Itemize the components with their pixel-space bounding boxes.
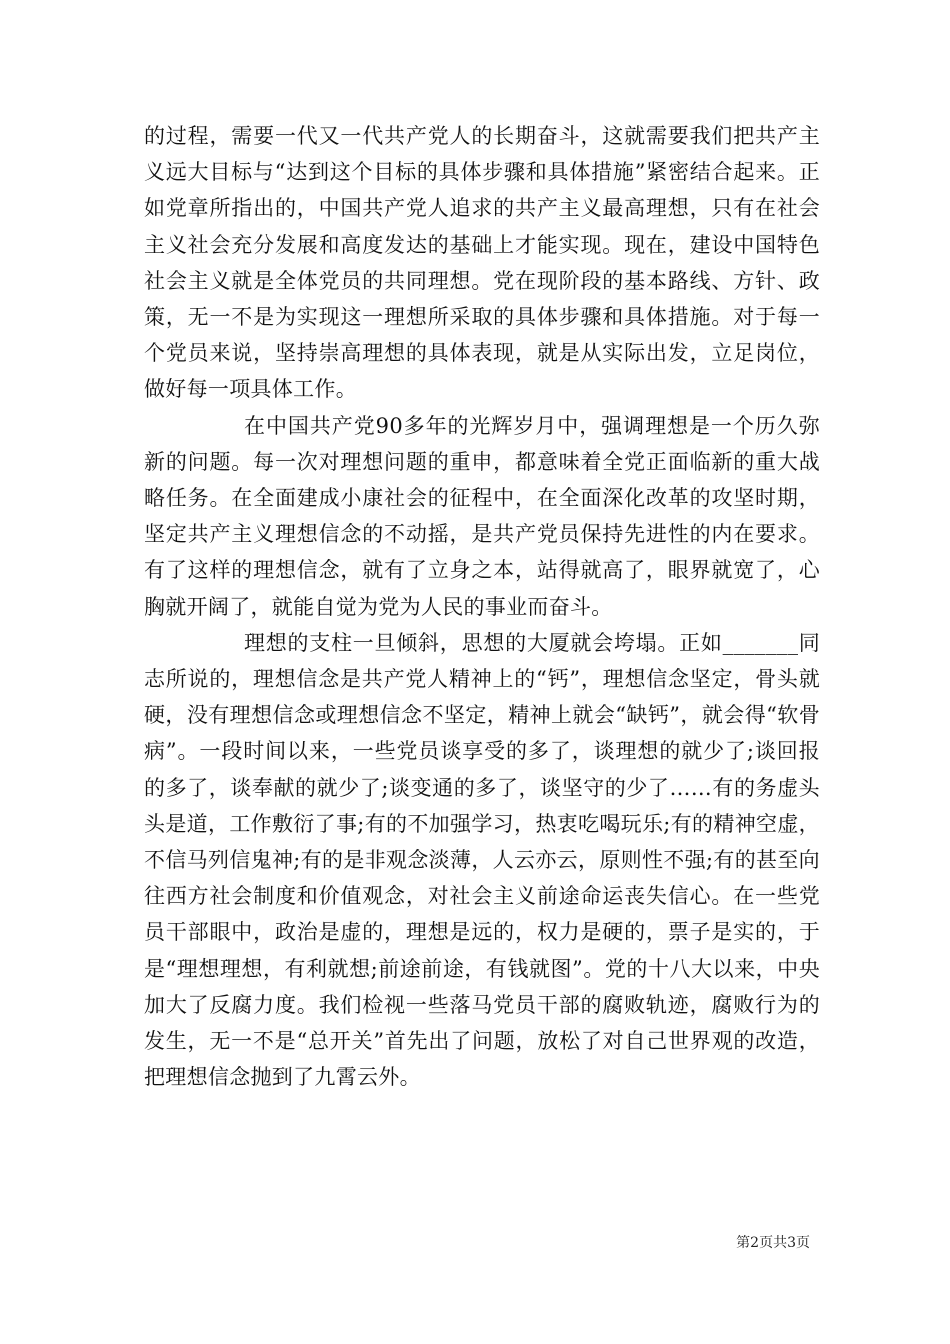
paragraph-1: 的过程，需要一代又一代共产党人的长期奋斗，这就需要我们把共产主义远大目标与“达到这个目标的具体步骤和具体措施”紧密结合起来。正如党章所指出的，中国共产党人追求的共产主义最高理想，只有在社会主义社会充分发展和高度发达的基础上才能实现。现在，建设中国特色社会主义就是全体党员的共同理想。党在现阶段的基本路线、方针、政策，无一不是为实现这一理想所采取的具体步骤和具体措施。对于每一个党员来说，坚持崇高理想的具体表现，就是从实际出发，立足岗位，做好每一项具体工作。	[144, 124, 820, 402]
paragraph-2: 在中国共产党90多年的光辉岁月中，强调理想是一个历久弥新的问题。每一次对理想问题的重申，都意味着全党正面临新的重大战略任务。在全面建成小康社会的征程中，在全面深化改革的攻坚时期，坚定共产主义理想信念的不动摇，是共产党员保持先进性的内在要求。有了这样的理想信念，就有了立身之本，站得就高了，眼界就宽了，心胸就开阔了，就能自觉为党为人民的事业而奋斗。	[144, 413, 820, 619]
body-text	[144, 118, 820, 1095]
page-number-footer: 第2页共3页	[736, 1235, 810, 1251]
paragraph-3: 理想的支柱一旦倾斜，思想的大厦就会垮塌。正如_______同志所说的，理想信念是共产党人精神上的“钙”，理想信念坚定，骨头就硬，没有理想信念或理想信念不坚定，精神上就会“缺钙”，就会得“软骨病”。一段时间以来，一些党员谈享受的多了，谈理想的就少了;谈回报的多了，谈奉献的就少了;谈变通的多了，谈坚守的少了……有的务虚头头是道，工作敷衍了事;有的不加强学习，热衷吃喝玩乐;有的精神空虚，不信马列信鬼神;有的是非观念淡薄，人云亦云，原则性不强;有的甚至向往西方社会制度和价值观念，对社会主义前途命运丧失信心。在一些党员干部眼中，政治是虚的，理想是远的，权力是硬的，票子是实的，于是“理想理想，有利就想;前途前途，有钱就图”。党的十八大以来，中央加大了反腐力度。我们检视一些落马党员干部的腐败轨迹，腐败行为的发生，无一不是“总开关”首先出了问题，放松了对自己世界观的改造，把理想信念抛到了九霄云外。	[144, 630, 820, 1090]
